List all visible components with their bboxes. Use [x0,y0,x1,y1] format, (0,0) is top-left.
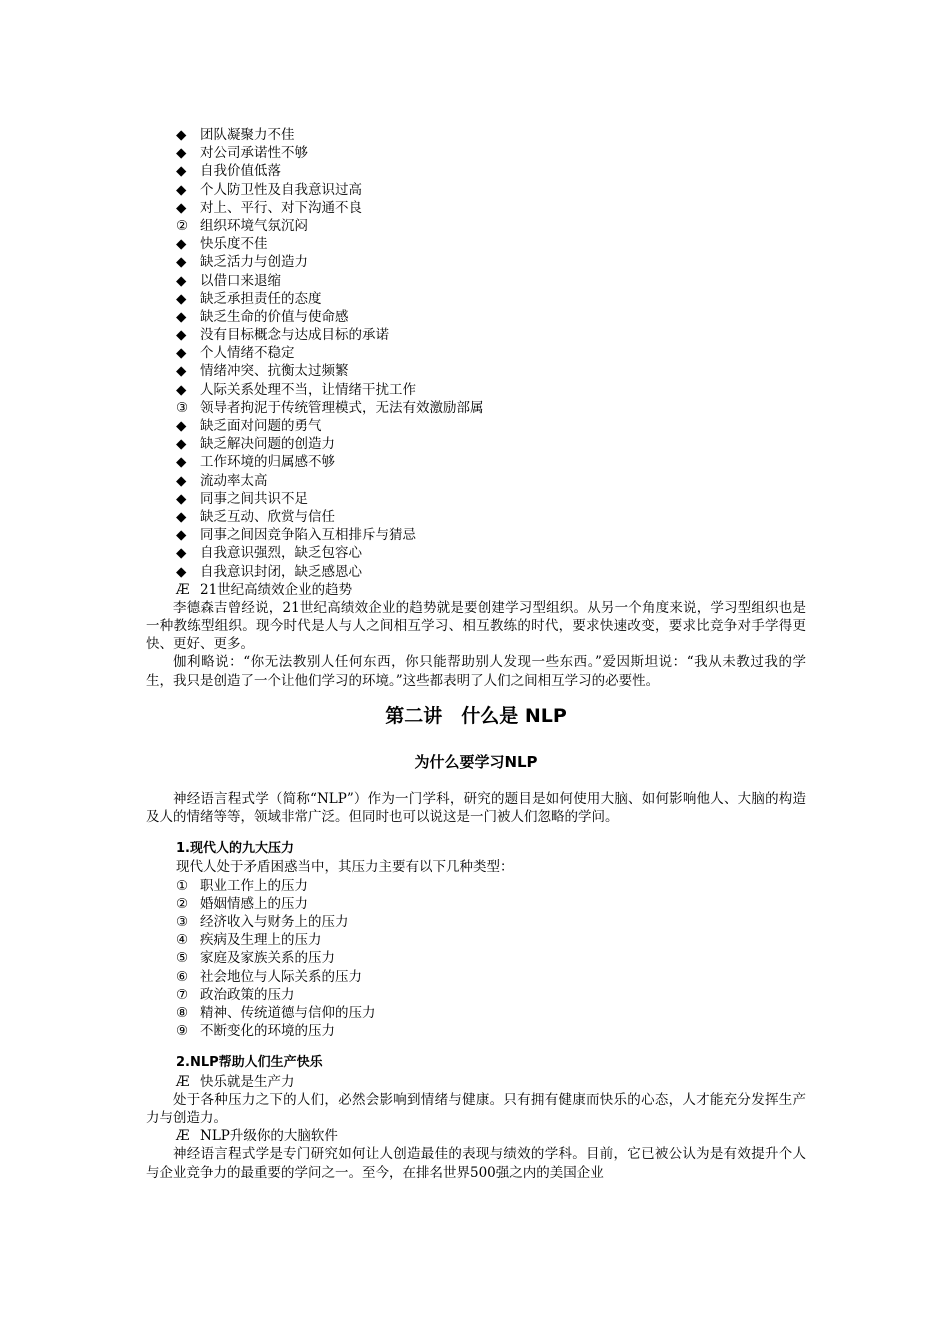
list-item-text: 对上、平行、对下沟通不良 [200,199,362,216]
page-content [146,126,806,1182]
list-item-text: 对公司承诺性不够 [200,145,308,162]
lecture-intro: 神经语言程式学（简称“NLP”）作为一门学科，研究的题目是如何使用大脑、如何影响他人、大脑的构造及人的情绪等等，领域非常广泛。但同时也可以说这是一门被人们忽略的学问。 [146,790,806,826]
pressure-item [146,895,806,913]
list-item-text: 领导者拘泥于传统管理模式，无法有效激励部属 [200,399,484,416]
trend-paragraph-2: 伽利略说：“你无法教别人任何东西，你只能帮助别人发现一些东西。”爱因斯坦说：“我从未教过我的学生，我只是创造了一个让他们学习的环境。”这些都表明了人们之间相互学习的必要性。 [146,654,806,689]
ae-bullet-icon: Æ [176,1128,190,1145]
circled-number-marker: ② [176,217,189,234]
list-item-text: 不断变化的环境的压力 [200,1023,335,1040]
list-item-text: 自我价值低落 [200,163,281,180]
pressure-item [146,913,806,931]
list-item-text: 个人情绪不稳定 [200,345,295,362]
diamond-bullet-icon: ◆ [176,508,187,525]
section-1-lead: 现代人处于矛盾困惑当中，其压力主要有以下几种类型： [176,859,514,876]
circled-number-marker: ② [176,895,189,912]
diamond-bullet-icon: ◆ [176,472,187,489]
pressure-item [146,877,806,895]
trend-title: 21世纪高绩效企业的趋势 [200,581,353,598]
list-item-text: 缺乏承担责任的态度 [200,290,322,307]
diamond-bullet-icon: ◆ [176,163,187,180]
diamond-bullet-icon: ◆ [176,236,187,253]
circled-number-marker: ⑧ [176,1004,189,1021]
list-item-text: 缺乏解决问题的创造力 [200,436,335,453]
circled-number-marker: ⑤ [176,950,189,967]
list-item [146,199,806,217]
pressure-item [146,968,806,986]
list-item [146,563,806,581]
section-2-sub-1 [146,1073,806,1091]
diamond-bullet-icon: ◆ [176,363,187,380]
list-item-text: 情绪冲突、抗衡太过频繁 [200,363,349,380]
diamond-bullet-icon: ◆ [176,454,187,471]
list-item-text: 人际关系处理不当，让情绪干扰工作 [200,381,416,398]
list-item-text: 缺乏生命的价值与使命感 [200,308,349,325]
diamond-bullet-icon: ◆ [176,527,187,544]
list-item [146,272,806,290]
list-item-text: 社会地位与人际关系的压力 [200,968,362,985]
list-item-text: 疾病及生理上的压力 [200,932,322,949]
list-item [146,417,806,435]
list-item-text: 精神、传统道德与信仰的压力 [200,1004,376,1021]
list-item [146,544,806,562]
diamond-bullet-icon: ◆ [176,145,187,162]
circled-number-marker: ⑦ [176,986,189,1003]
list-item [146,144,806,162]
problem-list [146,126,806,581]
pressure-item [146,949,806,967]
pressure-item [146,931,806,949]
list-item [146,472,806,490]
list-item [146,290,806,308]
list-item [146,344,806,362]
list-item [146,508,806,526]
section-2-paragraph-2: 神经语言程式学是专门研究如何让人创造最佳的表现与绩效的学科。目前，它已被公认为是有效提升个人与企业竞争力的最重要的学问之一。至今，在排名世界500强之内的美国企业 [146,1146,806,1181]
list-item-text: 缺乏互动、欣赏与信任 [200,508,335,525]
section-2-sub-2 [146,1127,806,1145]
diamond-bullet-icon: ◆ [176,127,187,143]
trend-paragraph-1: 李德森吉曾经说，21世纪高绩效企业的趋势就是要创建学习型组织。从另一个角度来说，学习型组织也是一种教练型组织。现今时代是人与人之间相互学习、相互教练的时代，要求快速改变，要求比竞争对手学得更快、更好、更多。 [146,599,806,653]
list-item [146,181,806,199]
pressure-item [146,1022,806,1040]
section-2-paragraph-1: 处于各种压力之下的人们，必然会影响到情绪与健康。只有拥有健康而快乐的心态，人才能充分发挥生产力与创造力。 [146,1091,806,1126]
diamond-bullet-icon: ◆ [176,199,187,216]
list-item-text: 家庭及家族关系的压力 [200,950,335,967]
list-item [146,126,806,144]
list-item-text: 团队凝聚力不佳 [200,127,295,143]
list-item-text: 自我意识封闭，缺乏感恩心 [200,563,362,580]
list-item-text: 缺乏活力与创造力 [200,254,308,271]
list-item [146,435,806,453]
trend-heading [146,581,806,599]
section-1-heading: 1.现代人的九大压力 [176,841,294,857]
pressure-item [146,1004,806,1022]
list-item-text: 政治政策的压力 [200,986,295,1003]
pressure-list [146,877,806,1041]
circled-number-marker: ⑨ [176,1023,189,1040]
lecture-subtitle: 为什么要学习NLP [414,752,538,771]
list-item-text: 缺乏面对问题的勇气 [200,418,322,434]
list-item-text: 组织环境气氛沉闷 [200,217,308,234]
pressure-item [146,986,806,1004]
list-item-text: 没有目标概念与达成目标的承诺 [200,327,389,344]
list-item [146,381,806,399]
list-item [146,235,806,253]
ae-bullet-icon: Æ [176,1073,190,1090]
sub-1-title: 快乐就是生产力 [200,1073,295,1090]
diamond-bullet-icon: ◆ [176,418,187,434]
list-item [146,326,806,344]
diamond-bullet-icon: ◆ [176,272,187,289]
list-item [146,526,806,544]
diamond-bullet-icon: ◆ [176,490,187,507]
diamond-bullet-icon: ◆ [176,327,187,344]
list-item-text: 婚姻情感上的压力 [200,895,308,912]
list-item [146,253,806,271]
list-item [146,308,806,326]
list-item-text: 同事之间因竞争陷入互相排斥与猜忌 [200,527,416,544]
lecture-title: 第二讲 什么是 NLP [385,704,567,727]
circled-number-marker: ③ [176,399,189,416]
diamond-bullet-icon: ◆ [176,290,187,307]
ae-bullet-icon: Æ [176,581,190,598]
list-item-text: 个人防卫性及自我意识过高 [200,181,362,198]
diamond-bullet-icon: ◆ [176,254,187,271]
list-item [146,490,806,508]
list-item [146,399,806,417]
list-item-text: 职业工作上的压力 [200,877,308,894]
list-item-text: 经济收入与财务上的压力 [200,914,349,931]
list-item [146,217,806,235]
circled-number-marker: ⑥ [176,968,189,985]
list-item [146,162,806,180]
section-2-heading: 2.NLP帮助人们生产快乐 [176,1055,323,1071]
circled-number-marker: ③ [176,914,189,931]
diamond-bullet-icon: ◆ [176,181,187,198]
list-item [146,362,806,380]
list-item-text: 同事之间共识不足 [200,490,308,507]
list-item-text: 以借口来退缩 [200,272,281,289]
diamond-bullet-icon: ◆ [176,308,187,325]
circled-number-marker: ④ [176,932,189,949]
sub-2-title: NLP升级你的大脑软件 [200,1128,338,1145]
diamond-bullet-icon: ◆ [176,436,187,453]
diamond-bullet-icon: ◆ [176,545,187,562]
list-item-text: 工作环境的归属感不够 [200,454,335,471]
list-item-text: 快乐度不佳 [200,236,268,253]
list-item-text: 流动率太高 [200,472,268,489]
list-item [146,453,806,471]
list-item-text: 自我意识强烈，缺乏包容心 [200,545,362,562]
diamond-bullet-icon: ◆ [176,563,187,580]
diamond-bullet-icon: ◆ [176,381,187,398]
circled-number-marker: ① [176,877,189,894]
diamond-bullet-icon: ◆ [176,345,187,362]
